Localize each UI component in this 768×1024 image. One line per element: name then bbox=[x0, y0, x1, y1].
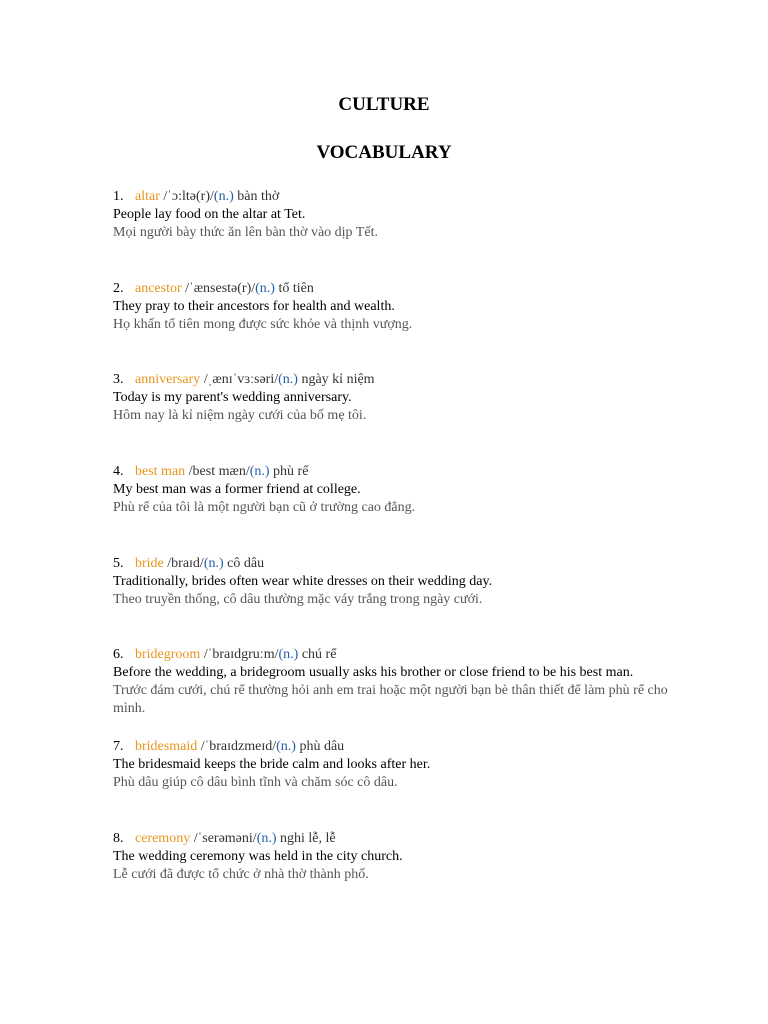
entry-word: bride bbox=[135, 555, 164, 571]
entry-phonetic: /ˈbraɪdzmeɪd/ bbox=[200, 739, 277, 755]
entry-translation: Phù dâu giúp cô dâu bình tĩnh và chăm sóc cô dâu. bbox=[113, 775, 398, 791]
entry-word: ceremony bbox=[135, 830, 191, 846]
entry-headline bbox=[113, 646, 693, 664]
vocabulary-list bbox=[113, 188, 693, 922]
entry-headline bbox=[113, 188, 693, 206]
entry-meaning: cô dâu bbox=[227, 555, 265, 571]
entry-headline bbox=[113, 371, 693, 389]
page-title: CULTURE bbox=[338, 94, 430, 115]
entry-meaning: tổ tiên bbox=[278, 280, 314, 296]
entry-meaning: ngày kỉ niệm bbox=[301, 372, 375, 388]
entry-example: They pray to their ancestors for health and wealth. bbox=[113, 298, 395, 314]
vocab-entry bbox=[113, 555, 693, 647]
entry-example: The bridesmaid keeps the bride calm and looks after her. bbox=[113, 757, 431, 773]
entry-meaning: phù rể bbox=[273, 464, 309, 480]
vocab-entry bbox=[113, 463, 693, 555]
entry-translation: Phù rể của tôi là một người bạn cũ ở trường cao đẳng. bbox=[113, 500, 416, 516]
entry-pos: (n.) bbox=[255, 280, 275, 296]
entry-meaning: nghi lễ, lễ bbox=[280, 830, 336, 846]
entry-example: The wedding ceremony was held in the city church. bbox=[113, 848, 403, 864]
entry-meaning: phù dâu bbox=[299, 739, 345, 755]
entry-headline bbox=[113, 555, 693, 573]
entry-translation: Mọi người bày thức ăn lên bàn thờ vào dịp Tết. bbox=[113, 225, 378, 240]
entry-phonetic: /ˈserəməni/ bbox=[193, 830, 257, 846]
entry-word: bridegroom bbox=[135, 647, 201, 663]
entry-translation: Hôm nay là kỉ niệm ngày cưới của bố mẹ tôi. bbox=[113, 408, 367, 424]
entry-word: bridesmaid bbox=[135, 739, 198, 755]
entry-translation: Theo truyền thống, cô dâu thường mặc váy trắng trong ngày cưới. bbox=[113, 591, 483, 607]
entry-pos: (n.) bbox=[213, 189, 234, 204]
entry-phonetic: /ˈænsestə(r)/ bbox=[185, 280, 256, 296]
entry-number: 5. bbox=[113, 555, 124, 571]
entry-meaning: chú rể bbox=[301, 647, 337, 663]
entry-number: 1. bbox=[113, 189, 124, 204]
entry-translation: Lễ cưới đã được tổ chức ở nhà thờ thành phố. bbox=[113, 866, 369, 882]
entry-example: Before the wedding, a bridegroom usually asks his brother or close friend to be his best man. bbox=[113, 665, 634, 681]
entry-meaning: bàn thờ bbox=[237, 189, 280, 204]
entry-pos: (n.) bbox=[278, 372, 298, 388]
vocab-entry bbox=[113, 646, 693, 738]
entry-example: My best man was a former friend at college. bbox=[113, 482, 361, 498]
entry-example: Traditionally, brides often wear white dresses on their wedding day. bbox=[113, 573, 493, 589]
entry-phonetic: /ˈɔ:ltə(r)/ bbox=[163, 189, 214, 204]
entry-number: 6. bbox=[113, 647, 124, 663]
entry-number: 7. bbox=[113, 739, 124, 755]
entry-headline bbox=[113, 463, 693, 481]
vocab-entry bbox=[113, 830, 693, 922]
entry-translation: Trước đám cưới, chú rể thường hỏi anh em trai hoặc một người bạn bè thân thiết để làm phù rể cho mình. bbox=[113, 683, 668, 717]
entry-pos: (n.) bbox=[249, 464, 270, 480]
entry-phonetic: /braɪd/ bbox=[167, 555, 204, 571]
entry-headline bbox=[113, 280, 693, 298]
entry-translation: Họ khấn tổ tiên mong được sức khỏe và thịnh vượng. bbox=[113, 316, 413, 332]
vocab-entry bbox=[113, 280, 693, 372]
section-title: VOCABULARY bbox=[316, 142, 452, 163]
entry-word: anniversary bbox=[135, 372, 201, 388]
entry-number: 8. bbox=[113, 830, 124, 846]
entry-word: best man bbox=[135, 464, 186, 480]
entry-number: 2. bbox=[113, 280, 124, 296]
entry-phonetic: /ˌænɪˈvɜːsəri/ bbox=[203, 372, 279, 388]
entry-headline bbox=[113, 738, 693, 756]
entry-example: Today is my parent's wedding anniversary. bbox=[113, 390, 352, 406]
entry-headline bbox=[113, 830, 693, 848]
entry-word: ancestor bbox=[135, 280, 182, 296]
entry-example: People lay food on the altar at Tet. bbox=[113, 207, 306, 222]
entry-number: 4. bbox=[113, 464, 124, 480]
vocab-entry bbox=[113, 738, 693, 830]
entry-phonetic: /best mæn/ bbox=[188, 464, 250, 480]
entry-pos: (n.) bbox=[276, 739, 296, 755]
entry-number: 3. bbox=[113, 372, 124, 388]
entry-phonetic: /ˈbraɪdgruːm/ bbox=[203, 647, 279, 663]
entry-pos: (n.) bbox=[203, 555, 224, 571]
vocab-entry bbox=[113, 188, 693, 280]
entry-pos: (n.) bbox=[278, 647, 299, 663]
entry-word: altar bbox=[135, 189, 160, 204]
entry-pos: (n.) bbox=[256, 830, 277, 846]
vocab-entry bbox=[113, 371, 693, 463]
